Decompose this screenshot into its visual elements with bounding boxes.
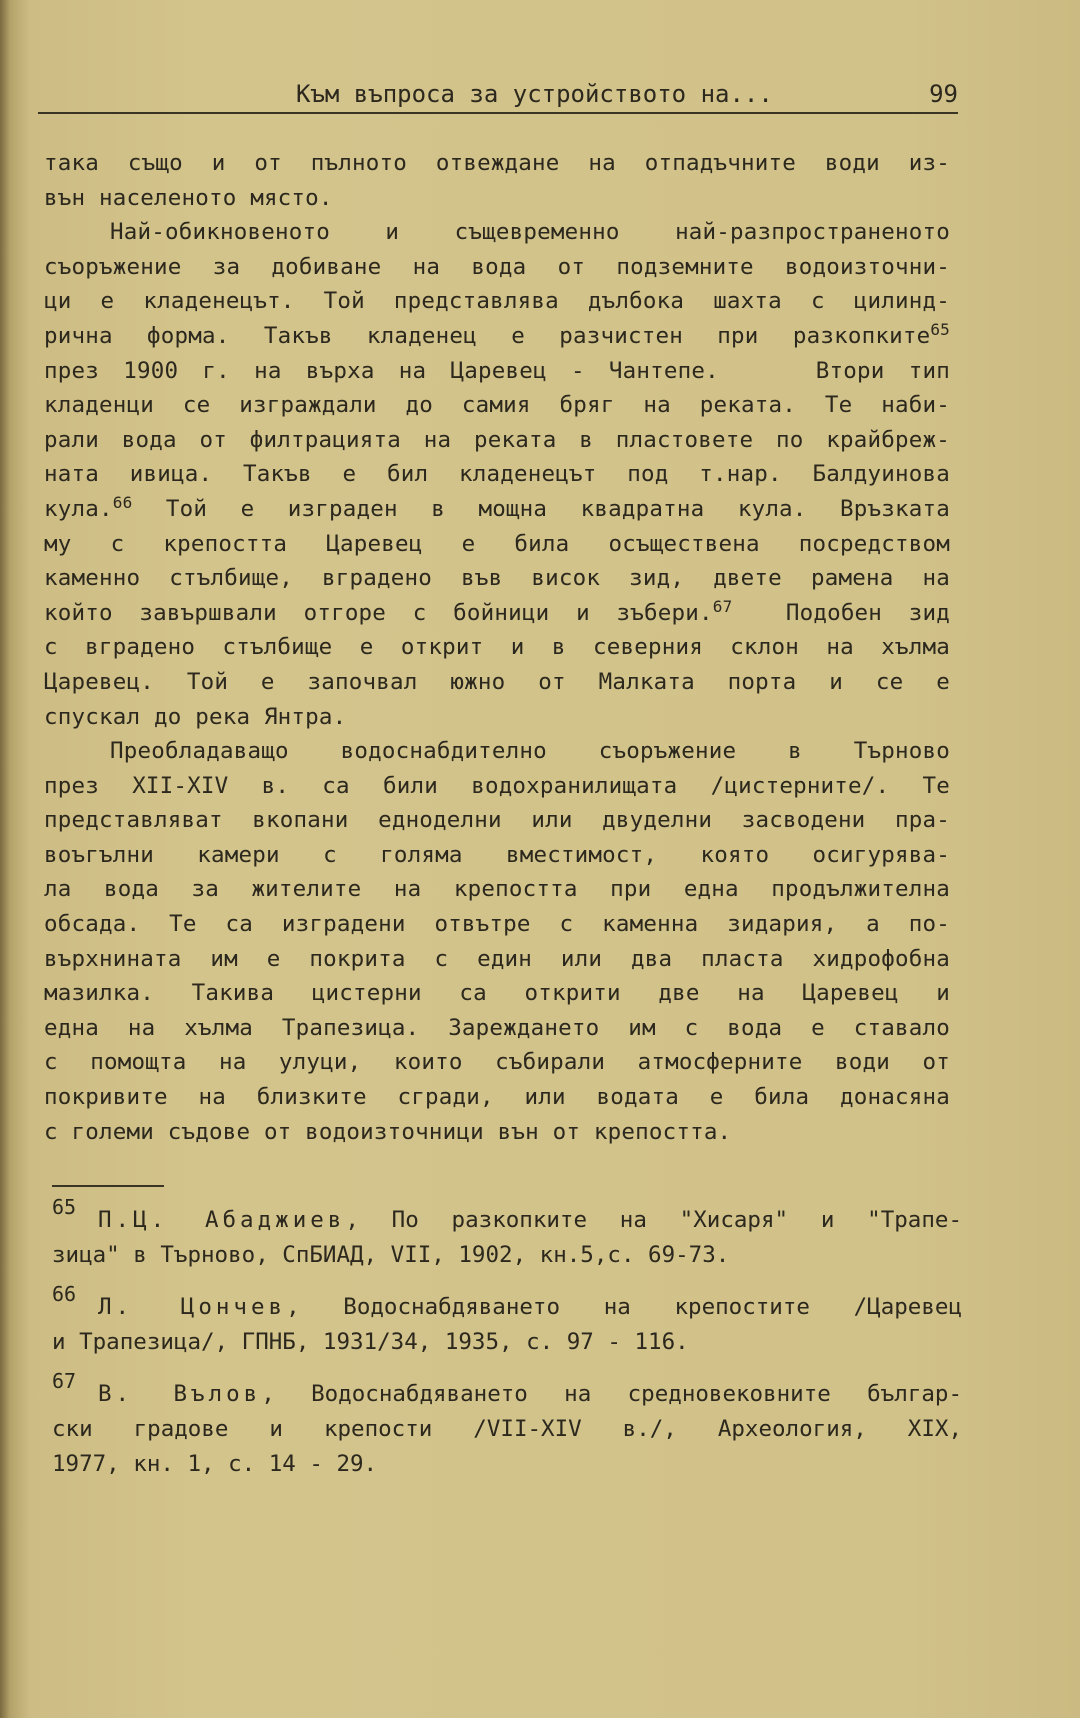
- text-line: 1977, кн. 1, с. 14 - 29.: [52, 1450, 378, 1477]
- footnote-author: П.Ц. Абаджиев: [98, 1207, 346, 1233]
- footnote-66: [52, 1272, 962, 1359]
- text-line: ната ивица. Такъв е бил кладенецът под т.нар. Балдуинова: [44, 461, 950, 488]
- text-line: с вградено стълбище е открит и в северния склон на хълма: [44, 634, 950, 661]
- text-line: В. Вълов, Водоснабдяването на средновековните българ-: [98, 1381, 963, 1408]
- text-line: каменно стълбище, вградено във висок зид, двете рамена на: [44, 565, 950, 592]
- text-line: кладенци се изграждали до самия бряг на реката. Те наби-: [44, 392, 950, 419]
- footnote-number: 65: [52, 1195, 77, 1219]
- running-header: [38, 80, 958, 114]
- text-line: съоръжение за добиване на вода от подземните водоизточни-: [44, 253, 950, 280]
- text-line: кула.$^{66}$ Той е изграден в мощна квадратна кула. Връзката: [44, 492, 950, 522]
- text-line: му с крепостта Царевец е била осъществена посредством: [44, 530, 950, 557]
- text-line: покривите на близките сгради, или водата е била донасяна: [44, 1084, 950, 1111]
- text-line: Царевец. Той е започвал южно от Малката порта и се е: [44, 668, 950, 695]
- text-line: ски градове и крепости /VII-XIV в./, Археология, XIX,: [52, 1415, 962, 1442]
- running-title: Към въпроса за устройството на...: [296, 80, 773, 108]
- text-line: ци е кладенецът. Той представлява дълбока шахта с цилинд-: [44, 288, 950, 315]
- footnote-ref-67: 67: [712, 596, 733, 616]
- text-line: през 1900 г. на върха на Царевец - Чантепе. Втори тип: [44, 357, 950, 384]
- text-line: представляват вкопани еднoделни или двуделни засводени пра-: [44, 807, 950, 834]
- text-line: ла вода за жителите на крепостта при една продължителна: [44, 876, 950, 903]
- page-number: 99: [929, 80, 958, 108]
- text-line: обсада. Те са изградени отвътре с каменна зидария, а по-: [44, 911, 950, 938]
- text-line: така също и от пълното отвеждане на отпадъчните води из-: [44, 150, 950, 176]
- footnote-number: 67: [52, 1369, 77, 1394]
- text-line: Л. Цончев, Водоснабдяването на крепостите /Царевец: [98, 1294, 962, 1321]
- text-line: върхнината им е покрита с един или два пласта хидрофобна: [44, 945, 950, 972]
- text-line: зица" в Търново, СпБИАД, VII, 1902, кн.5,с. 69-73.: [52, 1241, 730, 1268]
- paragraph-2: [44, 215, 950, 734]
- text-line: П.Ц. Абаджиев, По разкопките на "Хисаря" и "Трапе-: [98, 1207, 962, 1233]
- footnote-65: [52, 1195, 962, 1272]
- footnote-author: В. Вълов: [98, 1381, 262, 1408]
- text-line: воъгълни камери с голяма вместимост, която осигурява-: [44, 841, 950, 868]
- text-line: Преобладаващо водоснабдително съоръжение в Търново: [110, 738, 950, 765]
- text-line: който завършвали отгоре с бойници и зъбери.$^{67}$ Подобен зид: [44, 596, 950, 626]
- text-line: през XII-XIV в. са били водохранилищата /цистерните/. Те: [44, 772, 950, 799]
- paragraph-1: [44, 146, 950, 215]
- text-line: една на хълма Трапезица. Зареждането им с вода е ставало: [44, 1014, 950, 1041]
- text-line: с големи съдове от водоизточници вън от крепостта.: [44, 1118, 732, 1145]
- text-line: и Трапезица/, ГПНБ, 1931/34, 1935, с. 97 - 116.: [52, 1328, 689, 1355]
- text-line: с помощта на улуци, които събирали атмосферните води от: [44, 1049, 950, 1076]
- footnote-ref-65: 65: [930, 319, 950, 339]
- footnote-ref-66: 66: [112, 492, 133, 512]
- text-line: Най-обикновеното и същевременно най-разпространеното: [110, 219, 950, 246]
- text-line: вън населеното място.: [44, 184, 333, 211]
- footnotes: [52, 1195, 962, 1481]
- footnote-separator: [52, 1185, 164, 1187]
- text-line: рична форма. Такъв кладенец е разчистен при разкопките$^{65}$: [44, 319, 950, 349]
- main-text: [44, 146, 950, 1149]
- footnote-number: 66: [52, 1282, 77, 1307]
- paragraph-3: [44, 734, 950, 1149]
- footnote-author: Л. Цончев: [98, 1294, 287, 1321]
- text-line: спускал до река Янтра.: [44, 703, 347, 730]
- footnote-67: [52, 1359, 962, 1481]
- text-line: рали вода от филтрацията на реката в пластовете по крайбреж-: [44, 426, 950, 453]
- text-line: мазилка. Такива цистерни са открити две на Царевец и: [44, 980, 950, 1007]
